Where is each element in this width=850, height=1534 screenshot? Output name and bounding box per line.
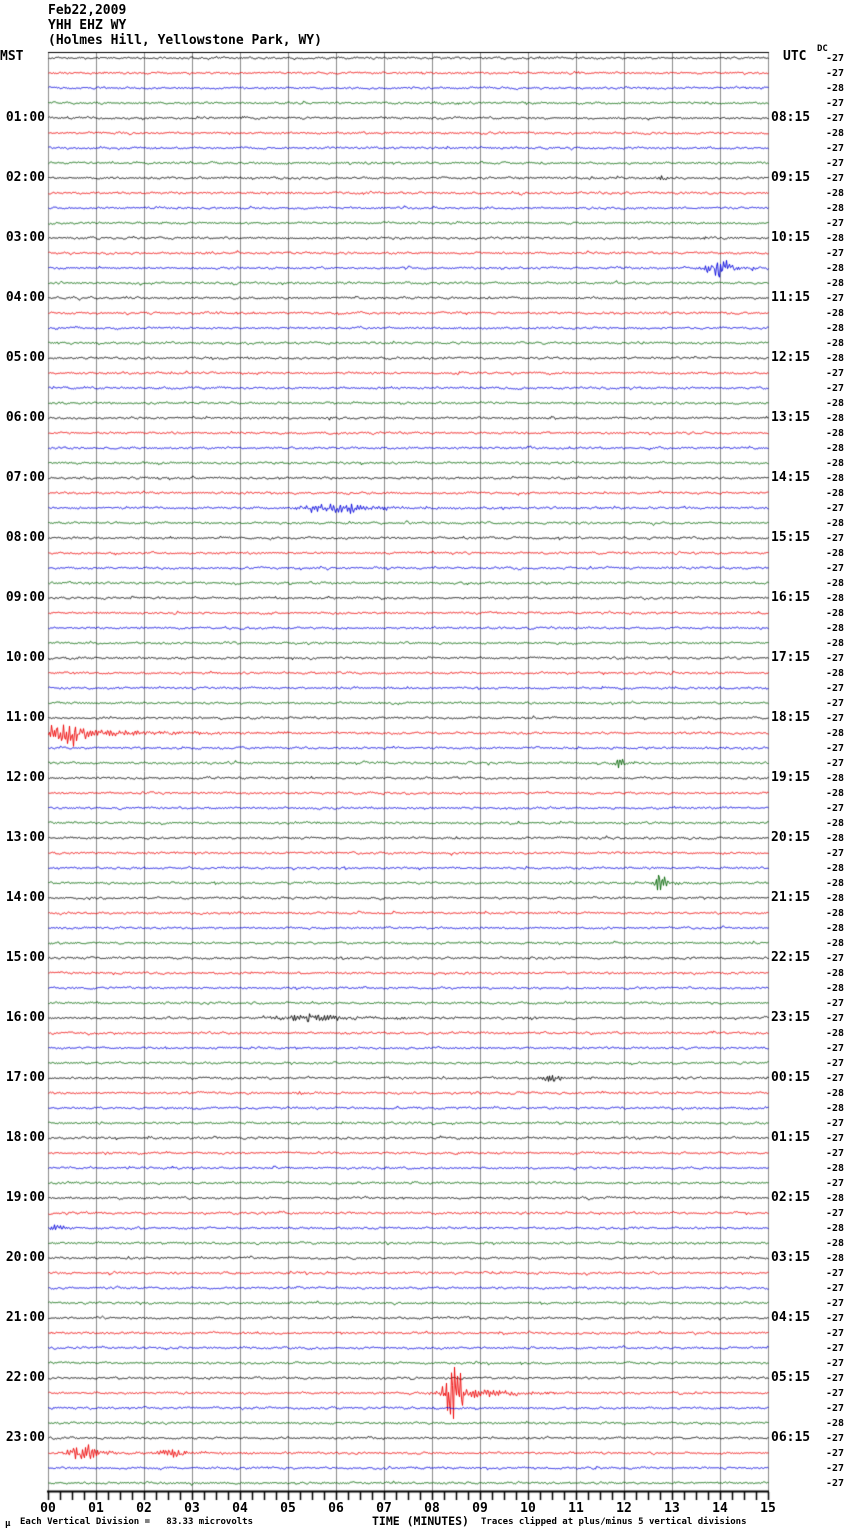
x-tick-label: 05	[280, 1501, 296, 1516]
dc-offset-value: -27	[825, 113, 844, 124]
dc-offset-value: -28	[825, 623, 844, 634]
utc-hour-label: 05:15	[771, 1370, 811, 1385]
utc-hour-label: 20:15	[771, 830, 811, 845]
dc-offset-value: -27	[825, 1133, 844, 1144]
dc-offset-value: -27	[825, 743, 844, 754]
mst-hour-label: 20:00	[5, 1250, 45, 1265]
dc-offset-value: -27	[825, 1208, 844, 1219]
utc-hour-label: 06:15	[771, 1430, 811, 1445]
dc-offset-value: -27	[825, 248, 844, 259]
dc-offset-value: -27	[825, 1073, 844, 1084]
dc-offset-value: -27	[825, 848, 844, 859]
mst-hour-label: 15:00	[5, 950, 45, 965]
utc-hour-label: 04:15	[771, 1310, 811, 1325]
scale-note: Each Vertical Division = 83.33 microvolts	[20, 1517, 253, 1527]
mst-hour-label: 21:00	[5, 1310, 45, 1325]
dc-offset-value: -28	[825, 818, 844, 829]
utc-hour-label: 11:15	[771, 290, 811, 305]
dc-offset-value: -27	[825, 1403, 844, 1414]
dc-offset-value: -27	[825, 158, 844, 169]
mst-hour-label: 05:00	[5, 350, 45, 365]
dc-offset-value: -27	[825, 1313, 844, 1324]
mst-hour-label: 02:00	[5, 170, 45, 185]
dc-offset-value: -28	[825, 773, 844, 784]
x-tick-label: 00	[40, 1501, 56, 1516]
mst-hour-label: 04:00	[5, 290, 45, 305]
utc-hour-label: 12:15	[771, 350, 811, 365]
x-tick-label: 13	[664, 1501, 680, 1516]
dc-offset-value: -28	[825, 578, 844, 589]
x-tick-label: 06	[328, 1501, 344, 1516]
x-tick-label: 03	[184, 1501, 200, 1516]
mst-hour-label: 22:00	[5, 1370, 45, 1385]
dc-offset-value: -28	[825, 488, 844, 499]
x-tick-label: 07	[376, 1501, 392, 1516]
dc-offset-value: -28	[825, 983, 844, 994]
dc-offset-value: -28	[825, 923, 844, 934]
x-axis-title: TIME (MINUTES)	[372, 1514, 469, 1528]
dc-offset-value: -27	[825, 563, 844, 574]
x-tick-label: 12	[616, 1501, 632, 1516]
dc-offset-value: -28	[825, 728, 844, 739]
utc-hour-label: 13:15	[771, 410, 811, 425]
dc-offset-value: -28	[825, 233, 844, 244]
dc-offset-value: -27	[825, 1388, 844, 1399]
dc-offset-value: -28	[825, 323, 844, 334]
dc-offset-value: -27	[825, 1433, 844, 1444]
dc-offset-value: -28	[825, 668, 844, 679]
utc-hour-label: 10:15	[771, 230, 811, 245]
dc-offset-value: -28	[825, 1223, 844, 1234]
mst-hour-label: 19:00	[5, 1190, 45, 1205]
dc-offset-value: -28	[825, 263, 844, 274]
mst-hour-label: 06:00	[5, 410, 45, 425]
utc-hour-label: 03:15	[771, 1250, 811, 1265]
header-station-id: YHH EHZ WY	[48, 18, 127, 33]
dc-offset-value: -27	[825, 683, 844, 694]
mst-hour-label: 14:00	[5, 890, 45, 905]
dc-offset-value: -28	[825, 548, 844, 559]
dc-offset-value: -28	[825, 308, 844, 319]
mst-hour-label: 23:00	[5, 1430, 45, 1445]
dc-offset-value: -27	[825, 1178, 844, 1189]
dc-offset-value: -27	[825, 1283, 844, 1294]
dc-offset-value: -28	[825, 518, 844, 529]
dc-offset-value: -28	[825, 1418, 844, 1429]
mst-hour-label: 16:00	[5, 1010, 45, 1025]
mst-hour-label: 17:00	[5, 1070, 45, 1085]
utc-hour-label: 22:15	[771, 950, 811, 965]
mst-hour-label: 01:00	[5, 110, 45, 125]
utc-hour-label: 02:15	[771, 1190, 811, 1205]
dc-offset-value: -28	[825, 398, 844, 409]
dc-offset-value: -27	[825, 218, 844, 229]
x-tick-label: 14	[712, 1501, 728, 1516]
utc-hour-label: 23:15	[771, 1010, 811, 1025]
dc-offset-value: -28	[825, 1088, 844, 1099]
dc-offset-value: -28	[825, 1238, 844, 1249]
dc-offset-value: -28	[825, 353, 844, 364]
mst-hour-label: 07:00	[5, 470, 45, 485]
dc-offset-value: -28	[825, 908, 844, 919]
dc-offset-value: -27	[825, 1358, 844, 1369]
dc-offset-value: -28	[825, 413, 844, 424]
dc-offset-value: -28	[825, 443, 844, 454]
dc-offset-value: -28	[825, 593, 844, 604]
dc-offset-value: -28	[825, 608, 844, 619]
dc-offset-value: -27	[825, 653, 844, 664]
dc-offset-value: -28	[825, 1193, 844, 1204]
dc-offset-value: -28	[825, 638, 844, 649]
dc-offset-value: -27	[825, 1298, 844, 1309]
dc-offset-value: -28	[825, 428, 844, 439]
dc-offset-value: -28	[825, 1103, 844, 1114]
dc-offset-value: -27	[825, 293, 844, 304]
clip-note: Traces clipped at plus/minus 5 vertical divisions	[481, 1517, 747, 1527]
dc-offset-value: -27	[825, 803, 844, 814]
utc-hour-label: 15:15	[771, 530, 811, 545]
dc-offset-value: -28	[825, 1163, 844, 1174]
dc-offset-value: -27	[825, 173, 844, 184]
left-timezone-header: MST	[0, 49, 24, 64]
dc-column-header: DC	[817, 44, 828, 54]
dc-offset-value: -27	[825, 953, 844, 964]
mst-hour-label: 03:00	[5, 230, 45, 245]
mst-hour-label: 10:00	[5, 650, 45, 665]
dc-offset-value: -28	[825, 1028, 844, 1039]
dc-offset-value: -27	[825, 143, 844, 154]
dc-offset-value: -27	[825, 1478, 844, 1489]
utc-hour-label: 00:15	[771, 1070, 811, 1085]
dc-offset-value: -27	[825, 758, 844, 769]
utc-hour-label: 14:15	[771, 470, 811, 485]
utc-hour-label: 09:15	[771, 170, 811, 185]
dc-offset-value: -28	[825, 473, 844, 484]
x-tick-label: 09	[472, 1501, 488, 1516]
dc-offset-value: -27	[825, 98, 844, 109]
x-tick-label: 02	[136, 1501, 152, 1516]
x-tick-label: 15	[760, 1501, 776, 1516]
dc-offset-value: -27	[825, 698, 844, 709]
header-station-location: (Holmes Hill, Yellowstone Park, WY)	[48, 33, 322, 48]
dc-offset-value: -28	[825, 788, 844, 799]
dc-offset-value: -28	[825, 338, 844, 349]
dc-offset-value: -27	[825, 1058, 844, 1069]
dc-offset-value: -27	[825, 1043, 844, 1054]
utc-hour-label: 17:15	[771, 650, 811, 665]
utc-hour-label: 18:15	[771, 710, 811, 725]
dc-offset-value: -28	[825, 938, 844, 949]
dc-offset-value: -28	[825, 188, 844, 199]
dc-offset-value: -28	[825, 278, 844, 289]
mst-hour-label: 13:00	[5, 830, 45, 845]
utc-hour-label: 08:15	[771, 110, 811, 125]
utc-hour-label: 19:15	[771, 770, 811, 785]
dc-offset-value: -27	[825, 1328, 844, 1339]
dc-offset-value: -28	[825, 203, 844, 214]
utc-hour-label: 01:15	[771, 1130, 811, 1145]
dc-offset-value: -27	[825, 1448, 844, 1459]
dc-offset-value: -27	[825, 368, 844, 379]
utc-hour-label: 21:15	[771, 890, 811, 905]
dc-offset-value: -27	[825, 1118, 844, 1129]
dc-offset-value: -27	[825, 713, 844, 724]
utc-hour-label: 16:15	[771, 590, 811, 605]
x-tick-label: 08	[424, 1501, 440, 1516]
dc-offset-value: -27	[825, 998, 844, 1009]
dc-offset-value: -27	[825, 1148, 844, 1159]
dc-offset-value: -28	[825, 833, 844, 844]
mst-hour-label: 12:00	[5, 770, 45, 785]
dc-offset-value: -27	[825, 1463, 844, 1474]
dc-offset-value: -27	[825, 383, 844, 394]
dc-offset-value: -27	[825, 1013, 844, 1024]
dc-offset-value: -27	[825, 68, 844, 79]
dc-offset-value: -28	[825, 458, 844, 469]
x-tick-label: 01	[88, 1501, 104, 1516]
dc-offset-value: -28	[825, 968, 844, 979]
x-tick-label: 11	[568, 1501, 584, 1516]
dc-offset-value: -28	[825, 878, 844, 889]
x-tick-label: 04	[232, 1501, 248, 1516]
right-timezone-header: UTC	[783, 49, 807, 64]
x-tick-label: 10	[520, 1501, 536, 1516]
mst-hour-label: 11:00	[5, 710, 45, 725]
dc-offset-value: -27	[825, 533, 844, 544]
dc-offset-value: -28	[825, 893, 844, 904]
mst-hour-label: 18:00	[5, 1130, 45, 1145]
dc-offset-value: -27	[825, 53, 844, 64]
dc-offset-value: -28	[825, 1253, 844, 1264]
microvolt-mark: µ	[5, 1519, 11, 1529]
dc-offset-value: -27	[825, 1268, 844, 1279]
dc-offset-value: -27	[825, 1373, 844, 1384]
dc-offset-value: -27	[825, 503, 844, 514]
mst-hour-label: 08:00	[5, 530, 45, 545]
dc-offset-value: -28	[825, 863, 844, 874]
dc-offset-value: -28	[825, 128, 844, 139]
mst-hour-label: 09:00	[5, 590, 45, 605]
dc-offset-value: -28	[825, 83, 844, 94]
dc-offset-value: -27	[825, 1343, 844, 1354]
header-date: Feb22,2009	[48, 3, 127, 18]
